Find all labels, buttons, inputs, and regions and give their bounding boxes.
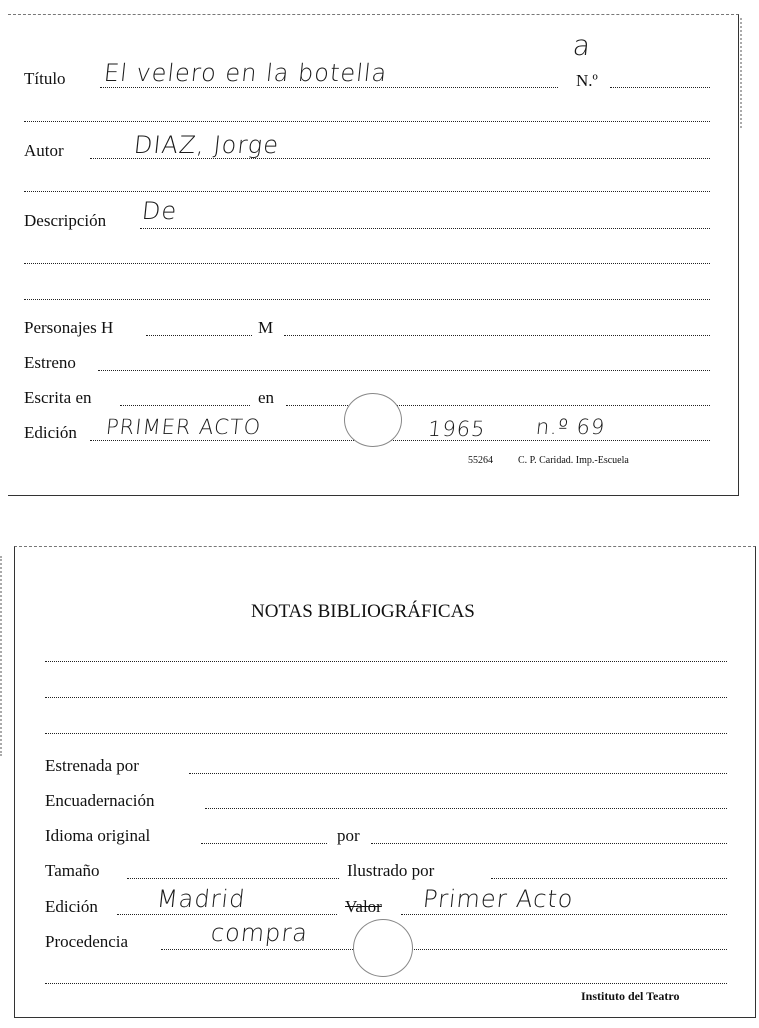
por-line — [371, 843, 727, 844]
edicion-line — [117, 914, 337, 915]
procedencia-label: Procedencia — [45, 932, 129, 951]
blank-line — [45, 733, 727, 734]
titulo-line — [100, 87, 558, 88]
tamano-label: Tamaño — [45, 861, 100, 880]
numero-line — [610, 87, 710, 88]
encuadernacion-line — [205, 808, 727, 809]
catalog-card-front — [8, 14, 739, 496]
edicion-label: Edición — [45, 897, 98, 916]
edicion-year: 1965 — [426, 417, 487, 441]
idioma-label: Idioma original — [45, 826, 151, 845]
en-label: en — [258, 388, 275, 407]
blank-line — [24, 299, 710, 300]
edicion-line — [90, 440, 710, 441]
personajes-h-line — [146, 335, 252, 336]
edicion-number: n.º 69 — [534, 415, 607, 439]
punch-hole — [344, 393, 402, 447]
blank-line — [24, 263, 710, 264]
corner-mark: a — [571, 29, 593, 62]
punch-hole — [353, 919, 413, 977]
valor-label: Valor — [345, 897, 382, 916]
edicion-value: Madrid — [155, 885, 247, 913]
estreno-line — [98, 370, 710, 371]
personajes-label: Personajes H — [24, 318, 114, 337]
por-label: por — [337, 826, 360, 845]
idioma-line — [201, 843, 327, 844]
descripcion-label: Descripción — [24, 211, 107, 230]
tamano-line — [127, 878, 339, 879]
blank-line — [45, 983, 727, 984]
procedencia-value: compra — [209, 919, 310, 947]
footer-institution: Instituto del Teatro — [581, 989, 680, 1003]
ilustrado-line — [491, 878, 727, 879]
numero-label: N.º — [576, 71, 598, 90]
m-label: M — [258, 318, 274, 337]
titulo-value: El velero en la botella — [102, 59, 389, 87]
blank-line — [45, 661, 727, 662]
autor-label: Autor — [24, 141, 64, 160]
printer-name: C. P. Caridad. Imp.-Escuela — [518, 455, 629, 466]
valor-value: Primer Acto — [421, 885, 575, 913]
edicion-value: PRIMER ACTO — [104, 415, 263, 439]
autor-value: DIAZ, Jorge — [132, 131, 281, 159]
catalog-card-back — [14, 546, 756, 1018]
descripcion-value: De — [140, 197, 179, 225]
encuadernacion-label: Encuadernación — [45, 791, 155, 810]
blank-line — [24, 121, 710, 122]
escrita-line — [120, 405, 250, 406]
edicion-label: Edición — [24, 423, 77, 442]
blank-line — [24, 191, 710, 192]
estrenada-label: Estrenada por — [45, 756, 139, 775]
blank-line — [45, 697, 727, 698]
ilustrado-label: Ilustrado por — [347, 861, 435, 880]
scan-edge-mark — [740, 18, 759, 128]
personajes-m-line — [284, 335, 710, 336]
estreno-label: Estreno — [24, 353, 76, 372]
estrenada-line — [189, 773, 727, 774]
procedencia-line — [161, 949, 727, 950]
descripcion-line — [140, 228, 710, 229]
printer-code: 55264 — [468, 455, 493, 466]
titulo-label: Título — [24, 69, 66, 88]
escrita-label: Escrita en — [24, 388, 92, 407]
notas-heading: NOTAS BIBLIOGRÁFICAS — [251, 601, 475, 622]
valor-line — [401, 914, 727, 915]
